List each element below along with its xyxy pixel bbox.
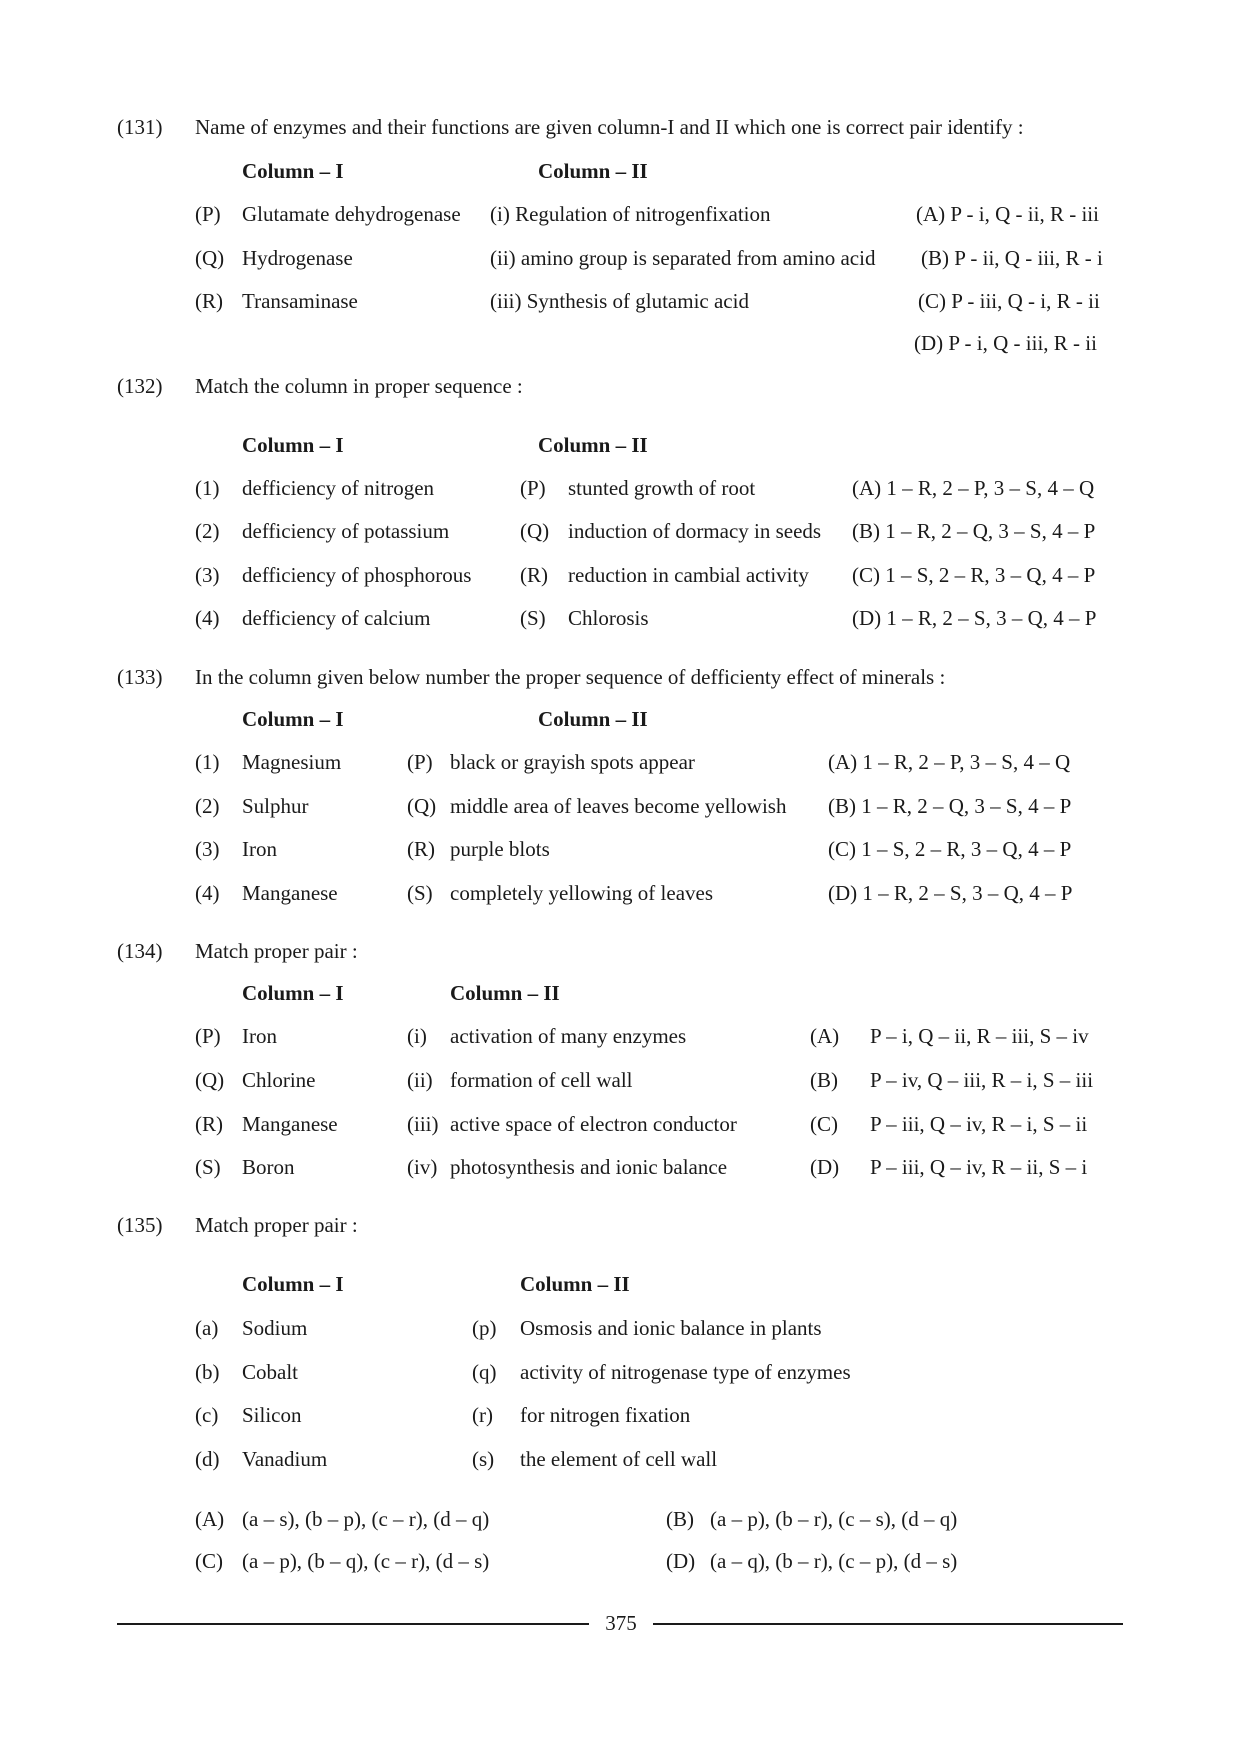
q131-option-d: (D) P - i, Q - iii, R - ii	[914, 331, 1097, 355]
q135-text: Match proper pair :	[195, 1213, 358, 1237]
q134-number: (134)	[117, 939, 163, 963]
q134-option-d: P – iii, Q – iv, R – ii, S – i	[870, 1155, 1088, 1179]
q135-option-key: (A)	[195, 1507, 225, 1531]
q132-row-a: defficiency of potassium	[242, 519, 450, 543]
q135-row-a: Silicon	[242, 1403, 302, 1427]
q135-row-key: (d)	[195, 1447, 220, 1471]
q133-row-b: black or grayish spots appear	[450, 750, 695, 774]
q133-option-a: (A) 1 – R, 2 – P, 3 – S, 4 – Q	[828, 750, 1071, 774]
q132-row-key: (3)	[195, 563, 220, 587]
q134-row-key2: (ii)	[407, 1068, 433, 1092]
q132-row-key2: (S)	[520, 606, 546, 630]
q131-option-a: (A) P - i, Q - ii, R - iii	[916, 202, 1099, 226]
q135-row-b: activity of nitrogenase type of enzymes	[520, 1360, 851, 1384]
q135-number: (135)	[117, 1213, 163, 1237]
q132-row-a: defficiency of phosphorous	[242, 563, 472, 587]
q133-row-b: completely yellowing of leaves	[450, 881, 714, 905]
q134-row-key2: (iii)	[407, 1112, 439, 1136]
footer-rule-left	[117, 1623, 589, 1625]
q131-option-c: (C) P - iii, Q - i, R - ii	[918, 289, 1100, 313]
q131-row-key: (Q)	[195, 246, 225, 270]
q135-row-key2: (r)	[472, 1403, 493, 1427]
q131-row-b: (iii) Synthesis of glutamic acid	[490, 289, 749, 313]
q132-row-b: induction of dormacy in seeds	[568, 519, 822, 543]
q133-row-key: (1)	[195, 750, 220, 774]
q133-row-key2: (Q)	[407, 794, 437, 818]
q133-row-key2: (P)	[407, 750, 433, 774]
q131-row-key: (R)	[195, 289, 223, 313]
q135-row-key: (a)	[195, 1316, 219, 1340]
q132-row-key2: (P)	[520, 476, 546, 500]
q133-row-key2: (R)	[407, 837, 435, 861]
q135-row-a: Cobalt	[242, 1360, 298, 1384]
q132-option-d: (D) 1 – R, 2 – S, 3 – Q, 4 – P	[852, 606, 1097, 630]
q133-option-c: (C) 1 – S, 2 – R, 3 – Q, 4 – P	[828, 837, 1072, 861]
q132-row-b: stunted growth of root	[568, 476, 756, 500]
q132-row-a: defficiency of calcium	[242, 606, 431, 630]
q135-col2-head: Column – II	[520, 1272, 630, 1296]
q135-row-b: for nitrogen fixation	[520, 1403, 691, 1427]
q131-row-a: Hydrogenase	[242, 246, 353, 270]
q132-row-key: (2)	[195, 519, 220, 543]
q133-row-a: Magnesium	[242, 750, 342, 774]
q135-option-a: (a – s), (b – p), (c – r), (d – q)	[242, 1507, 490, 1531]
q132-col1-head: Column – I	[242, 433, 344, 457]
q135-row-key2: (s)	[472, 1447, 495, 1471]
footer-rule-right	[653, 1623, 1123, 1625]
q131-col1-head: Column – I	[242, 159, 344, 183]
q134-option-a: P – i, Q – ii, R – iii, S – iv	[870, 1024, 1089, 1048]
q131-option-b: (B) P - ii, Q - iii, R - i	[921, 246, 1103, 270]
q135-row-a: Sodium	[242, 1316, 308, 1340]
q135-row-a: Vanadium	[242, 1447, 328, 1471]
q134-row-a: Iron	[242, 1024, 277, 1048]
q135-row-key: (b)	[195, 1360, 220, 1384]
q133-col1-head: Column – I	[242, 707, 344, 731]
q134-option-key: (D)	[810, 1155, 840, 1179]
page-number: 375	[605, 1611, 637, 1635]
q135-row-key2: (p)	[472, 1316, 497, 1340]
q134-row-key: (S)	[195, 1155, 221, 1179]
q135-option-b: (a – p), (b – r), (c – s), (d – q)	[710, 1507, 958, 1531]
q135-option-key: (D)	[666, 1549, 696, 1573]
q134-row-key: (Q)	[195, 1068, 225, 1092]
q134-row-a: Chlorine	[242, 1068, 316, 1092]
q135-row-key: (c)	[195, 1403, 219, 1427]
q131-row-b: (ii) amino group is separated from amino acid	[490, 246, 876, 270]
q133-col2-head: Column – II	[538, 707, 648, 731]
q135-row-key2: (q)	[472, 1360, 497, 1384]
q133-row-a: Manganese	[242, 881, 338, 905]
q135-row-b: the element of cell wall	[520, 1447, 718, 1471]
q132-option-b: (B) 1 – R, 2 – Q, 3 – S, 4 – P	[852, 519, 1096, 543]
q134-row-key: (R)	[195, 1112, 223, 1136]
q132-row-key: (1)	[195, 476, 220, 500]
q132-row-b: Chlorosis	[568, 606, 649, 630]
q134-row-b: activation of many enzymes	[450, 1024, 687, 1048]
q135-option-d: (a – q), (b – r), (c – p), (d – s)	[710, 1549, 958, 1573]
q133-row-key: (4)	[195, 881, 220, 905]
q133-text: In the column given below number the proper sequence of defficienty effect of minerals :	[195, 665, 946, 689]
q134-row-b: active space of electron conductor	[450, 1112, 737, 1136]
q131-col2-head: Column – II	[538, 159, 648, 183]
q131-row-a: Glutamate dehydrogenase	[242, 202, 461, 226]
q131-row-b: (i) Regulation of nitrogenfixation	[490, 202, 771, 226]
q134-row-key: (P)	[195, 1024, 221, 1048]
q134-row-a: Manganese	[242, 1112, 338, 1136]
q133-row-b: middle area of leaves become yellowish	[450, 794, 787, 818]
q131-row-key: (P)	[195, 202, 221, 226]
q133-row-key: (3)	[195, 837, 220, 861]
q134-row-b: formation of cell wall	[450, 1068, 633, 1092]
q132-option-a: (A) 1 – R, 2 – P, 3 – S, 4 – Q	[852, 476, 1095, 500]
q134-option-c: P – iii, Q – iv, R – i, S – ii	[870, 1112, 1088, 1136]
q131-row-a: Transaminase	[242, 289, 358, 313]
q133-option-b: (B) 1 – R, 2 – Q, 3 – S, 4 – P	[828, 794, 1072, 818]
q134-row-b: photosynthesis and ionic balance	[450, 1155, 728, 1179]
q134-row-key2: (i)	[407, 1024, 427, 1048]
q131-text: Name of enzymes and their functions are given column-I and II which one is correct pair identify :	[195, 115, 1024, 139]
q133-row-key2: (S)	[407, 881, 433, 905]
q132-row-key: (4)	[195, 606, 220, 630]
q134-text: Match proper pair :	[195, 939, 358, 963]
q131-number: (131)	[117, 115, 163, 139]
q135-option-c: (a – p), (b – q), (c – r), (d – s)	[242, 1549, 490, 1573]
q134-col1-head: Column – I	[242, 981, 344, 1005]
q135-row-b: Osmosis and ionic balance in plants	[520, 1316, 822, 1340]
q133-row-key: (2)	[195, 794, 220, 818]
q134-option-b: P – iv, Q – iii, R – i, S – iii	[870, 1068, 1094, 1092]
q132-col2-head: Column – II	[538, 433, 648, 457]
q134-option-key: (C)	[810, 1112, 838, 1136]
q135-col1-head: Column – I	[242, 1272, 344, 1296]
q132-option-c: (C) 1 – S, 2 – R, 3 – Q, 4 – P	[852, 563, 1096, 587]
q132-row-a: defficiency of nitrogen	[242, 476, 435, 500]
q133-number: (133)	[117, 665, 163, 689]
q132-row-key2: (Q)	[520, 519, 550, 543]
q134-option-key: (A)	[810, 1024, 840, 1048]
q134-col2-head: Column – II	[450, 981, 560, 1005]
q133-row-a: Iron	[242, 837, 277, 861]
q132-text: Match the column in proper sequence :	[195, 374, 523, 398]
q135-option-key: (B)	[666, 1507, 694, 1531]
q132-row-key2: (R)	[520, 563, 548, 587]
q133-option-d: (D) 1 – R, 2 – S, 3 – Q, 4 – P	[828, 881, 1073, 905]
q132-number: (132)	[117, 374, 163, 398]
q134-option-key: (B)	[810, 1068, 838, 1092]
q132-row-b: reduction in cambial activity	[568, 563, 809, 587]
q134-row-key2: (iv)	[407, 1155, 438, 1179]
q134-row-a: Boron	[242, 1155, 295, 1179]
q133-row-a: Sulphur	[242, 794, 309, 818]
q133-row-b: purple blots	[450, 837, 550, 861]
q135-option-key: (C)	[195, 1549, 223, 1573]
